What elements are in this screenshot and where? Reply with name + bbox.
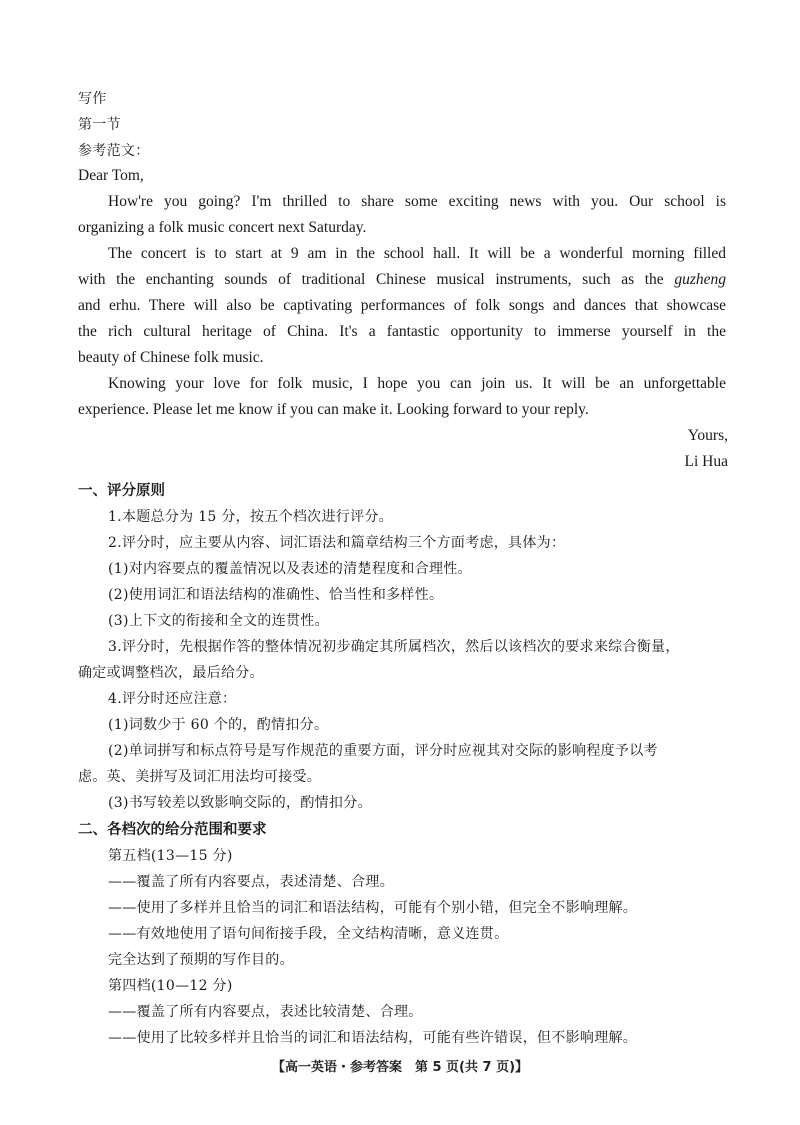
letter-p2-line4: the rich cultural heritage of China. It's a fantastic opportunity to immerse yourself in the xyxy=(78,323,726,340)
principle-1: 1.本题总分为 15 分，按五个档次进行评分。 xyxy=(108,509,393,525)
letter-signature: Li Hua xyxy=(684,453,728,470)
part-title: 第一节 xyxy=(78,117,121,133)
letter-p2-line2-emphasis: guzheng xyxy=(674,271,726,288)
principle-4-2-cont: 虑。英、美拼写及词汇用法均可接受。 xyxy=(78,769,322,785)
section-title: 写作 xyxy=(78,91,107,107)
level-5-title: 第五档(13—15 分) xyxy=(108,848,233,864)
principle-2-3: (3)上下文的衔接和全文的连贯性。 xyxy=(108,613,329,629)
level-4-title: 第四档(10—12 分) xyxy=(108,978,233,994)
letter-p1-line1: How're you going? I'm thrilled to share some exciting news with you. Our school is xyxy=(108,193,726,210)
level-5-item-3: ——有效地使用了语句间衔接手段，全文结构清晰，意义连贯。 xyxy=(108,926,509,942)
principle-3: 3.评分时，先根据作答的整体情况初步确定其所属档次，然后以该档次的要求来综合衡量， xyxy=(108,639,680,655)
letter-p3-line2: experience. Please let me know if you can make it. Looking forward to your reply. xyxy=(78,401,589,418)
letter-p2-line2 xyxy=(78,267,726,293)
level-5-summary: 完全达到了预期的写作目的。 xyxy=(108,952,294,968)
level-5-item-1: ——覆盖了所有内容要点，表述清楚、合理。 xyxy=(108,874,394,890)
letter-p2-line1: The concert is to start at 9 am in the school hall. It will be a wonderful morning filled xyxy=(108,245,726,262)
principle-4-1: (1)词数少于 60 个的，酌情扣分。 xyxy=(108,717,329,733)
page-footer: 【高一英语・参考答案 第 5 页(共 7 页)】 xyxy=(271,1060,529,1075)
level-4-item-2: ——使用了比较多样并且恰当的词汇和语法结构，可能有些许错误，但不影响理解。 xyxy=(108,1030,638,1046)
principle-3-cont: 确定或调整档次，最后给分。 xyxy=(78,665,264,681)
principle-2-1: (1)对内容要点的覆盖情况以及表述的清楚程度和合理性。 xyxy=(108,561,472,577)
principles-heading: 一、评分原则 xyxy=(78,483,165,499)
level-4-item-1: ——覆盖了所有内容要点，表述比较清楚、合理。 xyxy=(108,1004,423,1020)
letter-p3-line1: Knowing your love for folk music, I hope you can join us. It will be an unforgettable xyxy=(108,375,726,392)
levels-heading: 二、各档次的给分范围和要求 xyxy=(78,822,267,838)
principle-2-2: (2)使用词汇和语法结构的准确性、恰当性和多样性。 xyxy=(108,587,444,603)
letter-p2-line2-text: with the enchanting sounds of traditional Chinese musical instruments, such as the xyxy=(78,271,675,288)
letter-p1-line2: organizing a folk music concert next Saturday. xyxy=(78,219,367,236)
principle-4-3: (3)书写较差以致影响交际的，酌情扣分。 xyxy=(108,795,372,811)
sample-essay-label: 参考范文： xyxy=(78,143,150,159)
letter-p2-line3: and erhu. There will also be captivating performances of folk songs and dances that showcase xyxy=(78,297,726,314)
principle-4-2: (2)单词拼写和标点符号是写作规范的重要方面，评分时应视其对交际的影响程度予以考 xyxy=(108,743,658,759)
letter-salutation: Dear Tom, xyxy=(78,167,144,184)
level-5-item-2: ——使用了多样并且恰当的词汇和语法结构，可能有个别小错，但完全不影响理解。 xyxy=(108,900,638,916)
letter-closing: Yours, xyxy=(687,427,728,444)
principle-2: 2.评分时，应主要从内容、词汇语法和篇章结构三个方面考虑，具体为： xyxy=(108,535,566,551)
principle-4: 4.评分时还应注意： xyxy=(108,691,237,707)
letter-p2-line5: beauty of Chinese folk music. xyxy=(78,349,264,366)
